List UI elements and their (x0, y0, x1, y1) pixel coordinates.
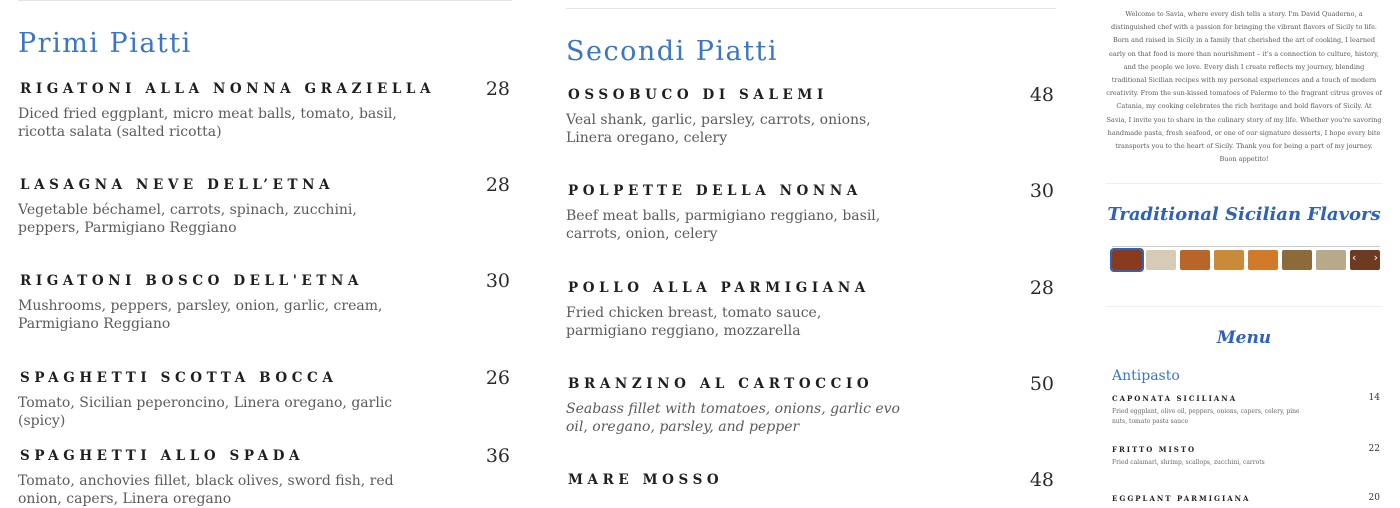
item-description: Fried calamari, shrimp, scallops, zucchini, carrots (1112, 459, 1265, 466)
top-divider (18, 0, 512, 1)
item-price: 28 (485, 78, 510, 100)
flavors-title: Traditional Sicilian Flavors (1107, 204, 1381, 225)
sidebar-preview (1106, 0, 1382, 503)
item-price: 30 (485, 270, 510, 292)
item-name: SPAGHETTI SCOTTA BOCCA (20, 370, 338, 386)
item-name: BRANZINO AL CARTOCCIO (568, 376, 874, 392)
item-description: Vegetable béchamel, carrots, spinach, zucchini, peppers, Parmigiano Reggiano (18, 202, 357, 236)
item-name: SPAGHETTI ALLO SPADA (20, 448, 305, 464)
item-name: RIGATONI ALLA NONNA GRAZIELLA (20, 81, 436, 97)
item-price: 50 (1029, 373, 1054, 395)
item-description: Fried chicken breast, tomato sauce, parmigiano reggiano, mozzarella (566, 305, 822, 339)
item-name: CAPONATA SICILIANA (1112, 394, 1238, 403)
item-description: Seabass fillet with tomatoes, onions, garlic evo oil, oregano, parsley, and pepper (566, 401, 900, 435)
item-description: Tomato, Sicilian peperoncino, Linera oregano, garlic (spicy) (18, 395, 393, 429)
item-name: MARE MOSSO (568, 472, 724, 488)
menu-title: Menu (1216, 328, 1272, 348)
secondi-title: Secondi Piatti (566, 36, 778, 67)
item-name: OSSOBUCO DI SALEMI (568, 87, 828, 103)
item-description: Mushrooms, peppers, parsley, onion, garlic, cream, Parmigiano Reggiano (18, 298, 383, 332)
item-name: FRITTO MISTO (1112, 445, 1197, 454)
item-name: LASAGNA NEVE DELL’ETNA (20, 177, 335, 193)
item-description: Diced fried eggplant, micro meat balls, tomato, basil, ricotta salata (salted ricotta) (18, 106, 397, 140)
divider (1106, 306, 1382, 307)
gallery-thumb[interactable] (1282, 250, 1312, 270)
gallery-thumb[interactable] (1180, 250, 1210, 270)
top-divider (566, 8, 1056, 9)
antipasto-title: Antipasto (1112, 368, 1180, 384)
item-price: 48 (1029, 84, 1054, 106)
item-price: 28 (485, 174, 510, 196)
item-name: POLLO ALLA PARMIGIANA (568, 280, 870, 296)
chef-about-text: Welcome to Savia, where every dish tells a story. I'm David Quaderno, a distinguished chef with a passion for bringing the vibrant flavors of Sicily to life. Born and raised in Sicily in a family that cherished the art of cooking, I learned early on that food is more than nourishment – it's a connection to culture, history, and the people we love. Every dish I create reflects my journey, blending traditional Sicilian recipes with my personal experiences and a touch of modern creativity. From the sun-kissed tomatoes of Palermo to the fragrant citrus groves of Catania, my cooking celebrates the rich heritage and bold flavors of Sicily. At Savia, I invite you to share in the culinary story of my life. Whether you're savoring handmade pasta, fresh seafood, or one of our signature desserts, I hope every bite transports you to the heart of Sicily. Thank you for being a part of my journey. Buon appetito! (1106, 10, 1382, 164)
photo-gallery (1112, 250, 1380, 272)
item-name: RIGATONI BOSCO DELL'ETNA (20, 273, 363, 289)
gallery-thumb[interactable] (1248, 250, 1278, 270)
item-name: POLPETTE DELLA NONNA (568, 183, 862, 199)
item-price: 22 (1368, 444, 1380, 454)
chevron-right-icon[interactable]: › (1373, 251, 1378, 264)
primi-title: Primi Piatti (18, 28, 192, 59)
gallery-thumb[interactable] (1214, 250, 1244, 270)
gallery-rule (1112, 246, 1380, 247)
gallery-thumb[interactable] (1112, 250, 1142, 270)
item-description: Tomato, anchovies fillet, black olives, sword fish, red onion, capers, Linera oregano (18, 473, 394, 507)
item-price: 14 (1368, 393, 1380, 403)
item-description: Beef meat balls, parmigiano reggiano, basil, carrots, onion, celery (566, 208, 881, 242)
item-price: 30 (1029, 180, 1054, 202)
item-price: 28 (1029, 277, 1054, 299)
gallery-thumb[interactable] (1146, 250, 1176, 270)
item-price: 48 (1029, 469, 1054, 491)
item-description: Fried eggplant, olive oil, peppers, onions, capers, celery, pine nuts, tomato pasta sauce (1112, 408, 1300, 425)
gallery-thumb[interactable] (1350, 250, 1380, 270)
item-description: Veal shank, garlic, parsley, carrots, onions, Linera oregano, celery (566, 112, 871, 146)
item-price: 20 (1368, 493, 1380, 503)
chevron-left-icon[interactable]: ‹ (1352, 251, 1357, 264)
gallery-thumb[interactable] (1316, 250, 1346, 270)
item-price: 36 (485, 445, 510, 467)
divider (1106, 183, 1382, 184)
item-price: 26 (485, 367, 510, 389)
item-name: EGGPLANT PARMIGIANA (1112, 494, 1251, 503)
